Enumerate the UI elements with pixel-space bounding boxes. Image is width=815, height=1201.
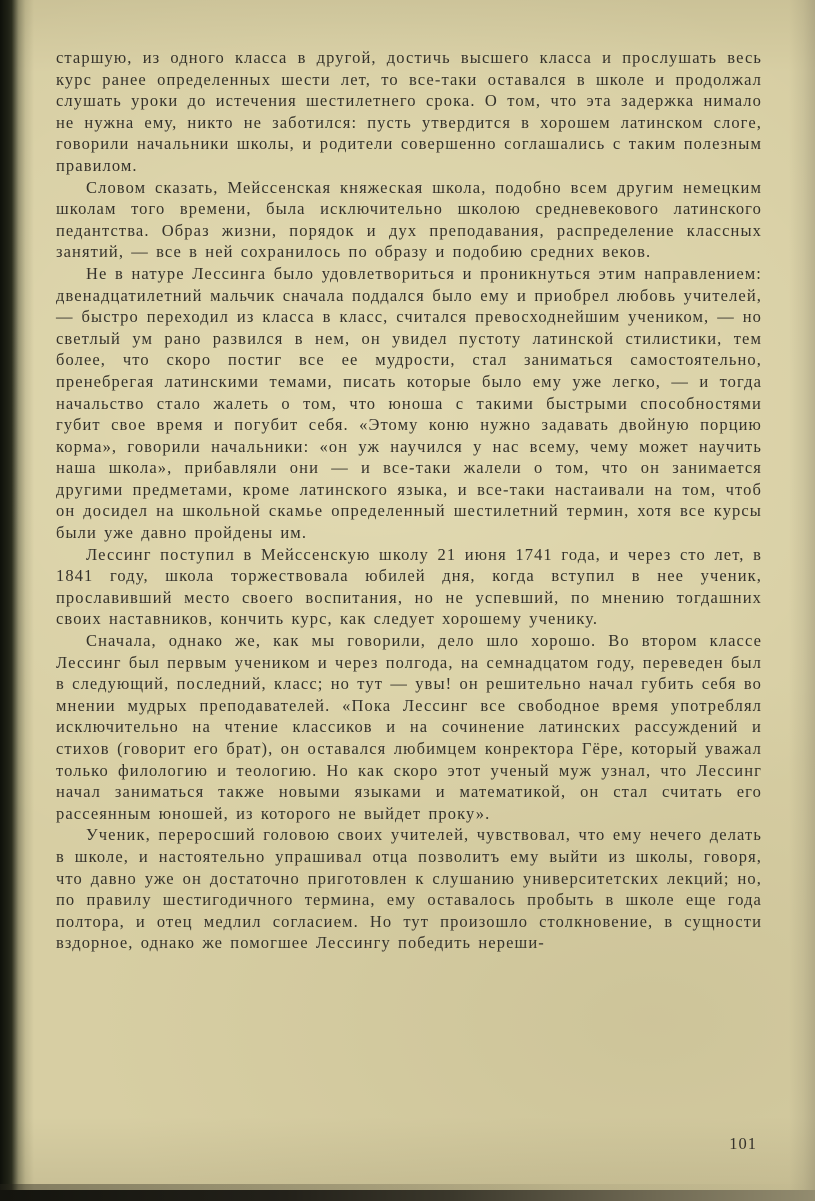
paragraph: Не в натуре Лессинга было удовлетвориться и проникнуться этим направлением: двенадцатилетний мальчик сначала поддался было ему и приобрел любовь учителей, — быстро переходил из класса в класс, считался превосходнейшим учеником, — но светлый ум рано развился в нем, он увидел пустоту латинской стилистики, тем более, что скоро постиг все ее мудрости, стал заниматься самостоятельно, пренебрегая латинскими темами, писать которые было ему уже легко, — и тогда начальство стало жалеть о том, что юноша с такими быстрыми способностями губит свое время и погубит себя. «Этому коню нужно задавать двойную порцию корма», говорили начальники: «он уж научился у нас всему, чему может научить наша школа», прибавляли они — и все-таки жалели о том, что он занимается другими предметами, кроме латинского языка, и все-таки настаивали на том, чтоб он досидел на школьной скамье определенный шестилетний термин, хотя все курсы были уже давно пройдены им.	[56, 263, 762, 543]
book-binding-edge	[0, 0, 34, 1201]
book-bottom-edge	[0, 1190, 815, 1201]
page-number: 101	[729, 1134, 757, 1153]
text-block	[56, 47, 762, 954]
paragraph: старшую, из одного класса в другой, достичь высшего класса и прослушать весь курс ранее определенных шести лет, то все-таки оставался в школе и продолжал слушать уроки до истечения шестилетнего срока. О том, что эта задержка нимало не нужна ему, никто не заботился: пусть утвердится в хорошем латинском слоге, говорили начальники школы, и родители совершенно соглашались с таким полезным правилом.	[56, 48, 762, 175]
paragraph: Сначала, однако же, как мы говорили, дело шло хорошо. Во втором классе Лессинг был первым учеником и через полгода, на семнадцатом году, переведен был в следующий, последний, класс; но тут — увы! он решительно начал губить себя во мнении мудрых преподавателей. «Пока Лессинг все свободное время употреблял исключительно на чтение классиков и на сочинение латинских рассуждений и стихов (говорит его брат), он оставался любимцем конректора Гёре, который уважал только филологию и теологию. Но как скоро этот ученый муж узнал, что Лессинг начал заниматься также новыми языками и математикой, он стал считать его рассеянным юношей, из которого не выйдет проку».	[56, 631, 762, 823]
page-right-shadow	[789, 0, 815, 1201]
paragraph: Словом сказать, Мейссенская княжеская школа, подобно всем другим немецким школам того времени, была исключительно школою средневекового латинского педантства. Образ жизни, порядок и дух преподавания, распределение классных занятий, — все в ней сохранилось по образу и подобию средних веков.	[56, 177, 762, 262]
paragraph: Ученик, переросший головою своих учителей, чувствовал, что ему нечего делать в школе, и настоятельно упрашивал отца позволитъ ему выйти из школы, говоря, что давно уже он достаточно приготовлен к слушанию университетских лекций; но, по правилу шестигодичного термина, ему оставалось пробыть в школе еще года полтора, и отец медлил согласием. Но тут произошло столкновение, в сущности вздорное, однако же помогшее Лессингу победить нереши-	[56, 825, 762, 953]
paragraph: Лессинг поступил в Мейссенскую школу 21 июня 1741 года, и через сто лет, в 1841 году, школа торжествовала юбилей дня, когда вступил в нее ученик, прославивший место своего воспитания, но не успевший, по мнению тогдашних своих наставников, кончить курс, как следует хорошему ученику.	[56, 544, 762, 629]
